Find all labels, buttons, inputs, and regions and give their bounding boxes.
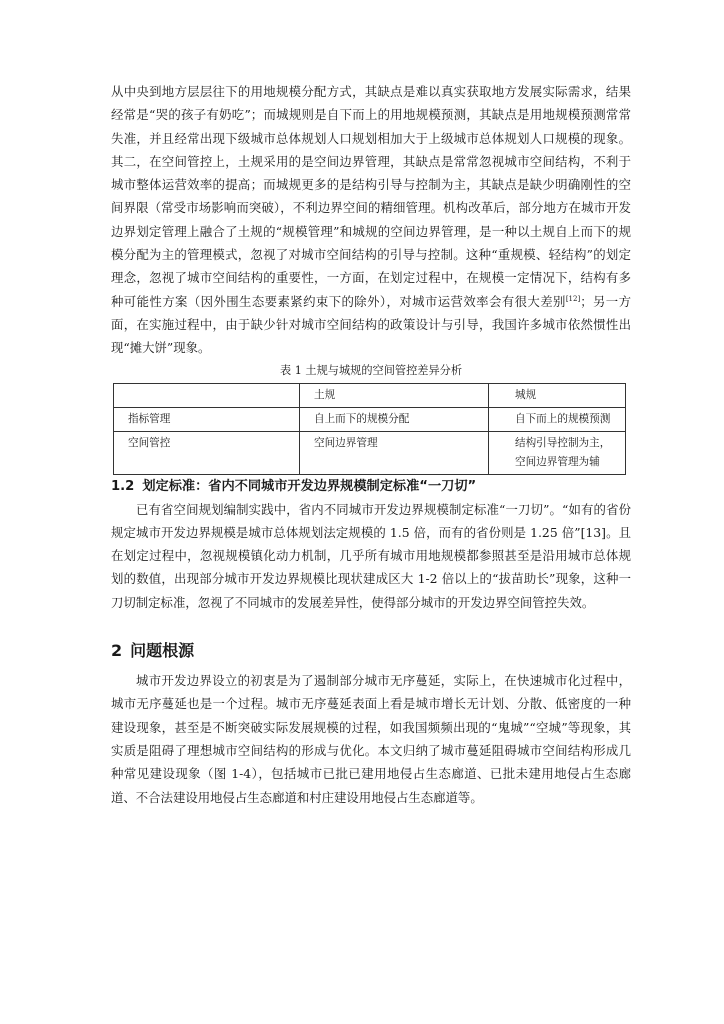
table-header-cell: 城规 bbox=[489, 383, 626, 407]
section-2-body: 城市开发边界设立的初衷是为了遏制部分城市无序蔓延，实际上，在快速城市化过程中，城市无序蔓延也是一个过程。城市无序蔓延表面上看是城市增长无计划、分散、低密度的一种建设现象，甚至是不断突破实际发展规模的过程，如我国频频出现的“鬼城”“空城”等现象，其实质是阻碍了理想城市空间结构的形成与优化。本文归纳了城市蔓延阻碍城市空间结构形成几种常见建设现象（图 1-4），包括城市已批已建用地侵占生态廊道、已批未建用地侵占生态廊道、不合法建设用地侵占生态廊道和村庄建设用地侵占生态廊道等。 bbox=[111, 673, 631, 805]
section-2-number: 2 bbox=[111, 641, 123, 661]
citation-12: [12] bbox=[565, 294, 581, 303]
comparison-table bbox=[113, 383, 626, 475]
table-cell: 空间边界管理 bbox=[300, 431, 489, 474]
table-cell: 指标管理 bbox=[114, 407, 300, 431]
section-2-title: 问题根源 bbox=[130, 641, 195, 661]
paragraph-1-text: 从中央到地方层层往下的用地规模分配方式，其缺点是难以真实获取地方发展实际需求，结果经常是“哭的孩子有奶吃”；而城规则是自下而上的用地规模预测，其缺点是用地规模预测常常失准，并且经常出现下级城市总体规划人口规划相加大于上级城市总体规划人口规模的现象。其二，在空间管控上，土规采用的是空间边界管理，其缺点是常常忽视城市空间结构，不利于城市整体运营效率的提高；而城规更多的是结构引导与控制为主，其缺点是缺少明确刚性的空间界限（常受市场影响而突破），不利边界空间的精细管理。机构改革后，部分地方在城市开发边界划定管理上融合了土规的“规模管理”和城规的空间边界管理，是一种以土规自上而下的规模分配为主的管理模式，忽视了对城市空间结构的引导与控制。这种“重规模、轻结构”的划定理念，忽视了城市空间结构的重要性，一方面，在划定过程中，在规模一定情况下，结构有多种可能性方案（因外围生态要素紧约束下的除外），对城市运营效率会有很大差别 bbox=[111, 84, 631, 309]
table-header-cell: 土规 bbox=[300, 383, 489, 407]
table-1-caption: 表 1 土规与城规的空间管控差异分析 bbox=[279, 363, 463, 377]
table-cell: 自下而上的规模预测 bbox=[489, 407, 626, 431]
section-1-2-number: 1.2 bbox=[111, 478, 135, 494]
section-1-2-heading bbox=[111, 476, 631, 498]
table-header-row bbox=[114, 383, 626, 407]
paragraph-1 bbox=[111, 80, 631, 360]
document-page bbox=[111, 80, 631, 809]
table-cell: 结构引导控制为主，空间边界管理为辅 bbox=[489, 431, 626, 474]
section-1-2-body: 已有省空间规划编制实践中，省内不同城市开发边界规模制定标准“一刀切”。“如有的省份规定城市开发边界规模是城市总体规划法定规模的 1.5 倍，而有的省份则是 1.25 倍”[13]。且在划定过程中，忽视规模镇化动力机制，几乎所有城市用地规模都参照甚至是沿用城市总体规划的数值，出现部分城市开发边界规模比现状建成区大 1-2 倍以上的“拔苗助长”现象，这种一刀切制定标准，忽视了不同城市的发展差异性，使得部分城市的开发边界空间管控失效。 bbox=[111, 501, 631, 610]
paragraph-1-text-after: ；另一方面，在实施过程中，由于缺少针对城市空间结构的政策设计与引导，我国许多城市依然惯性出现“摊大饼”现象。 bbox=[111, 293, 631, 356]
section-1-2-title: 划定标准：省内不同城市开发边界规模制定标准“一刀切” bbox=[142, 478, 477, 494]
table-cell: 空间管控 bbox=[114, 431, 300, 474]
table-row bbox=[114, 407, 626, 431]
section-2-heading bbox=[111, 639, 631, 663]
table-header-cell bbox=[114, 383, 300, 407]
table-cell: 自上而下的规模分配 bbox=[300, 407, 489, 431]
table-row bbox=[114, 431, 626, 474]
